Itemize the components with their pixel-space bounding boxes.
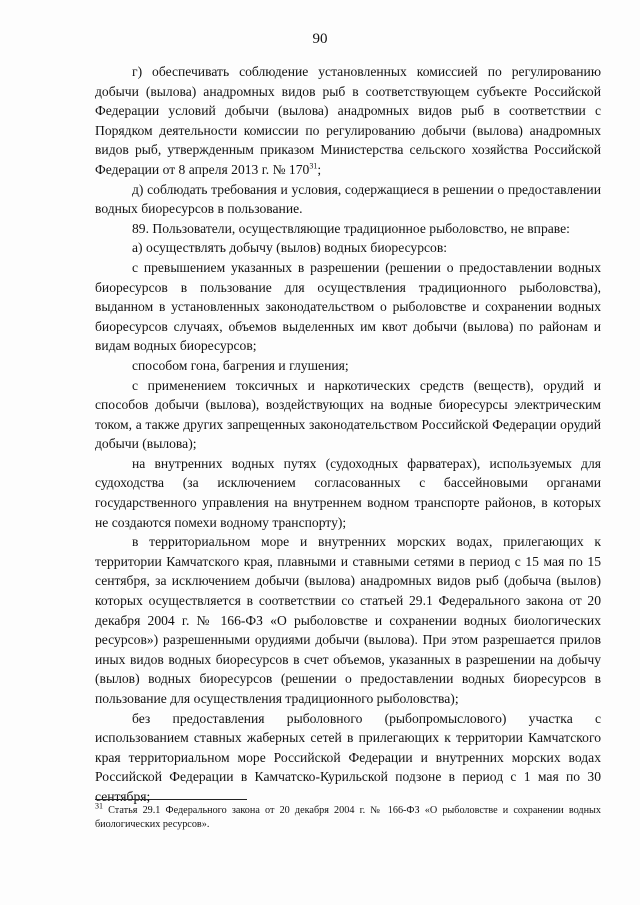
- paragraph-g: [95, 62, 601, 180]
- paragraph-waterways: на внутренних водных путях (судоходных фарватерах), используемых для судоходства (за исключением согласованных с бассейновыми органами государственного управления на внутреннем водном транспорте районов, в которых не создаются помехи водному транспорту);: [95, 455, 601, 530]
- footnote-ref[interactable]: 31: [309, 161, 318, 171]
- paragraph-gillnets: без предоставления рыболовного (рыбопромыслового) участка с использованием ставных жаберных сетей в прилегающих к территории Камчатского края территориальном море Российской Федерации и внутренних морских водах Российской Федерации в Камчатско-Курильской подзоне в период с 1 мая по 30 сентября;: [95, 710, 601, 804]
- paragraph-d: д) соблюдать требования и условия, содержащиеся в решении о предоставлении водных биоресурсов в пользование.: [95, 181, 601, 217]
- paragraph-tail: ;: [317, 161, 322, 177]
- paragraph-a: а) осуществлять добычу (вылов) водных биоресурсов:: [132, 240, 448, 256]
- footnote-marker: 31: [95, 801, 103, 811]
- footnote-divider: [95, 799, 247, 800]
- paragraph-kamchatka-nets: в территориальном море и внутренних морских водах, прилегающих к территории Камчатского края, плавными и ставными сетями в период с 15 мая по 15 сентября, за исключением добычи (вылова) анадромных видов рыб (добыча (вылов) которых осуществляется в соответствии со статьей 29.1 Федерального закона от 20 декабря 2004 г. № 166-ФЗ «О рыболовстве и сохранении водных биологических ресурсов») разрешенными орудиями добычи (вылова). При этом разрешается прилов иных видов водных биоресурсов в счет объемов, указанных в разрешении на добычу (вылов) водных биоресурсов (решении о предоставлении водных биоресурсов в пользование для осуществления традиционного рыболовства);: [95, 534, 601, 706]
- paragraph-quota: с превышением указанных в разрешении (решении о предоставлении водных биоресурсов в пользование для осуществления традиционного рыболовства), выданном в установленных законодательством о рыболовстве и сохранении водных биоресурсов случаях, объемов выделенных им квот добычи (вылова) по районам и видам водных биоресурсов;: [95, 259, 601, 354]
- paragraph-methods: способом гона, багрения и глушения;: [132, 357, 349, 373]
- footnote: [95, 801, 601, 832]
- paragraph-text: г) обеспечивать соблюдение установленных комиссией по регулированию добычи (вылова) анадромных видов рыб в соответствующем субъекте Российской Федерации условий добычи (вылова) анадромных видов рыб в соответствии с Порядком деятельности комиссии по регулированию добычи (вылова) анадромных видов рыб, утвержденным приказом Министерства сельского хозяйства Российской Федерации от 8 апреля 2013 г. № 170: [95, 64, 601, 177]
- footnote-text: Статья 29.1 Федерального закона от 20 декабря 2004 г. № 166-ФЗ «О рыболовстве и сохранении водных биологических ресурсов».: [95, 805, 601, 830]
- document-body: [95, 62, 601, 807]
- paragraph-toxic: с применением токсичных и наркотических средств (веществ), орудий и способов добычи (вылова), воздействующих на водные биоресурсы электрическим током, а также других запрещенных законодательством Российской Федерации орудий добычи (вылова);: [95, 377, 601, 452]
- page-number: 90: [312, 31, 328, 47]
- paragraph-89: 89. Пользователи, осуществляющие традиционное рыболовство, не вправе:: [132, 220, 570, 236]
